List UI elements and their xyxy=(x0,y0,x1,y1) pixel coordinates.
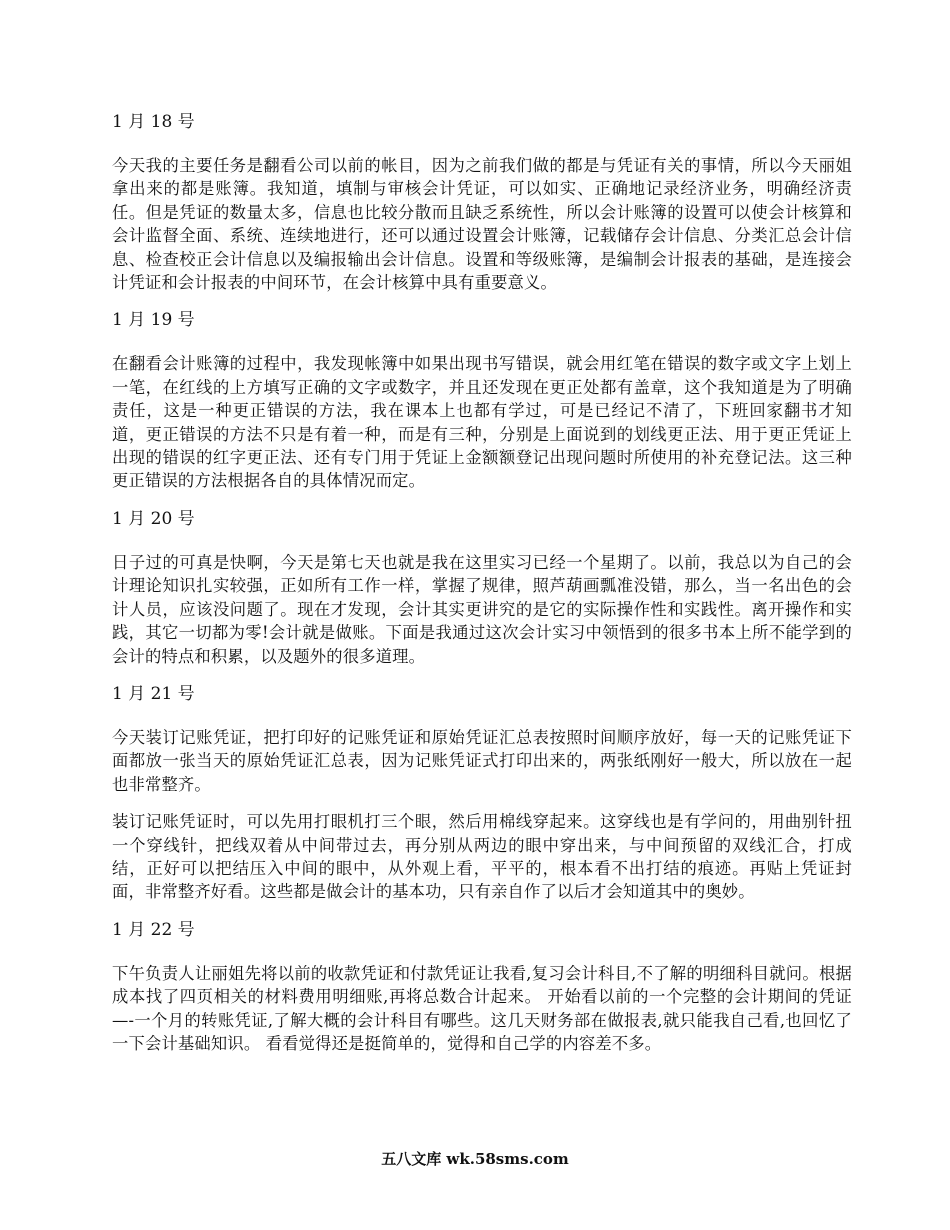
entry-date-4: 1 月 21 号 xyxy=(112,683,195,704)
entry-paragraph-5-1: 下午负责人让丽姐先将以前的收款凭证和付款凭证让我看,复习会计科目,不了解的明细科目就问。根据成本找了四页相关的材料费用明细账,再将总数合计起来。 开始看以前的一个完整的会计期间的凭证—-一个月的转账凭证,了解大概的会计科目有哪些。这几天财务部在做报表,就只能我自己看,也回忆了一下会计基础知识。 看看觉得还是挺简单的，觉得和自己学的内容差不多。 xyxy=(112,963,852,1053)
entry-date-3: 1 月 20 号 xyxy=(112,508,195,529)
entry-paragraph-4-1: 今天装订记账凭证，把打印好的记账凭证和原始凭证汇总表按照时间顺序放好，每一天的记账凭证下面都放一张当天的原始凭证汇总表，因为记账凭证式打印出来的，两张纸刚好一般大，所以放在一起也非常整齐。 xyxy=(112,727,852,794)
entry-paragraph-4-2: 装订记账凭证时，可以先用打眼机打三个眼，然后用棉线穿起来。这穿线也是有学问的，用曲别针扭一个穿线针，把线双着从中间带过去，再分别从两边的眼中穿出来，与中间预留的双线汇合，打成结，正好可以把结压入中间的眼中，从外观上看，平平的，根本看不出打结的痕迹。再贴上凭证封面，非常整齐好看。这些都是做会计的基本功，只有亲自作了以后才会知道其中的奥妙。 xyxy=(112,812,852,902)
entry-date-2: 1 月 19 号 xyxy=(112,310,195,331)
entry-date-5: 1 月 22 号 xyxy=(112,919,195,940)
entry-paragraph-2-1: 在翻看会计账簿的过程中，我发现帐簿中如果出现书写错误，就会用红笔在错误的数字或文字上划上一笔，在红线的上方填写正确的文字或数字，并且还发现在更正处都有盖章，这个我知道是为了明确责任，这是一种更正错误的方法，我在课本上也都有学过，可是已经记不清了，下班回家翻书才知道，更正错误的方法不只是有着一种，而是有三种，分别是上面说到的划线更正法、用于更正凭证上出现的错误的红字更正法、还有专门用于凭证上金额额登记出现问题时所使用的补充登记法。这三种更正错误的方法根据各自的具体情况而定。 xyxy=(112,354,852,491)
entry-paragraph-3-1: 日子过的可真是快啊，今天是第七天也就是我在这里实习已经一个星期了。以前，我总以为自己的会计理论知识扎实较强，正如所有工作一样，掌握了规律，照芦葫画瓢准没错，那么，当一名出色的会计人员，应该没问题了。现在才发现，会计其实更讲究的是它的实际操作性和实践性。离开操作和实践，其它一切都为零!会计就是做账。下面是我通过这次会计实习中领悟到的很多书本上所不能学到的会计的特点和积累，以及题外的很多道理。 xyxy=(112,552,852,666)
document-body xyxy=(112,110,852,1069)
entry-paragraph-1-1: 今天我的主要任务是翻看公司以前的帐目，因为之前我们做的都是与凭证有关的事情，所以今天丽姐拿出来的都是账簿。我知道，填制与审核会计凭证，可以如实、正确地记录经济业务，明确经济责任。但是凭证的数量太多，信息也比较分散而且缺乏系统性，所以会计账簿的设置可以使会计核算和会计监督全面、系统、连续地进行，还可以通过设置会计账簿，记载储存会计信息、分类汇总会计信息、检查校正会计信息以及编报输出会计信息。设置和等级账簿，是编制会计报表的基础，是连接会计凭证和会计报表的中间环节，在会计核算中具有重要意义。 xyxy=(112,156,852,293)
entry-date-1: 1 月 18 号 xyxy=(112,112,195,132)
footer-watermark: 五八文库 wk.58sms.com xyxy=(381,1150,569,1168)
